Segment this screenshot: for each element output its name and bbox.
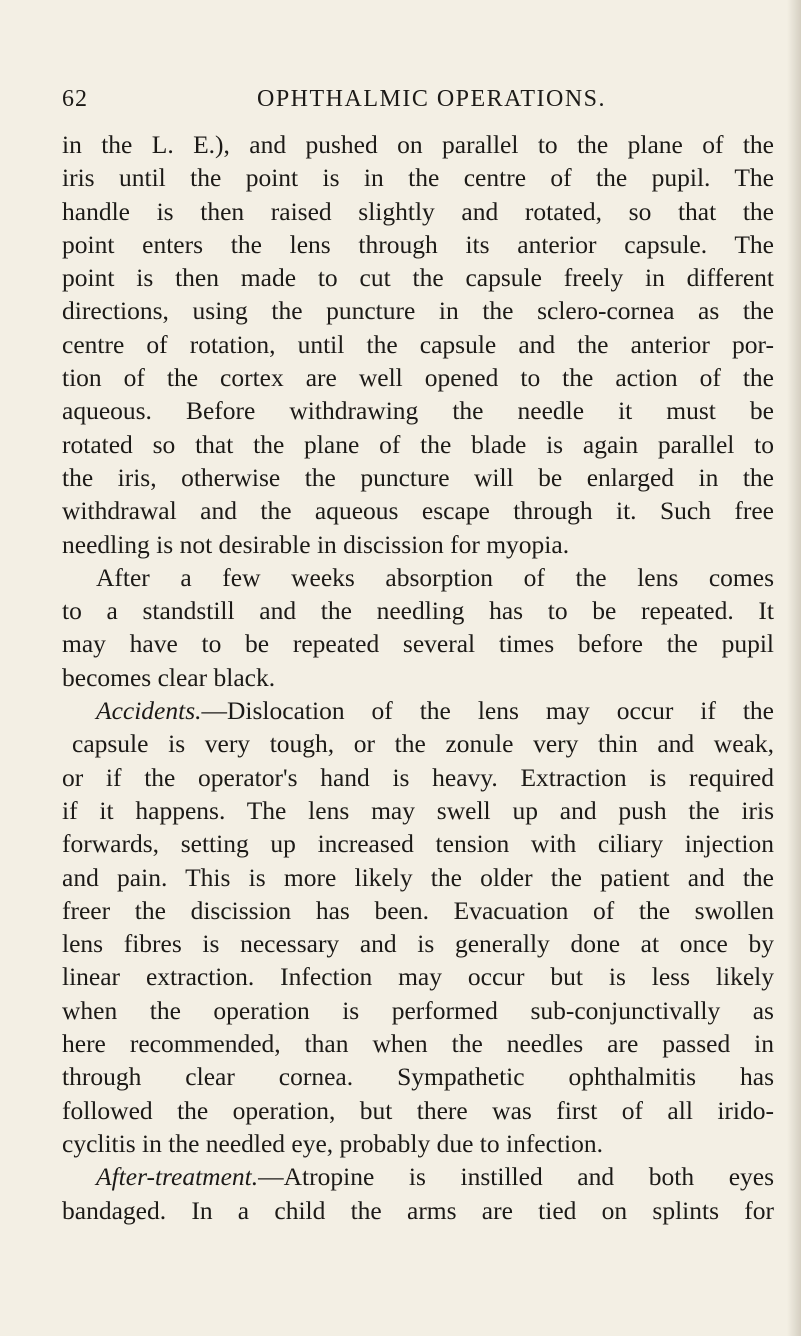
text-line: followed the operation, but there was first of all irido- <box>62 1095 774 1125</box>
text-line: needling is not desirable in discission for myopia. <box>62 529 570 559</box>
text-line: cyclitis in the needled eye, probably due to infection. <box>62 1128 603 1158</box>
text-line: to a standstill and the needling has to be repeated. It <box>62 596 774 626</box>
text-line: may have to be repeated several times before the pupil <box>62 629 774 659</box>
text-line: handle is then raised slightly and rotated, so that the <box>62 196 774 226</box>
text-line: freer the discission has been. Evacuation of the swollen <box>62 895 774 925</box>
text-line: forwards, setting up increased tension with ciliary injection <box>62 829 774 859</box>
page-number: 62 <box>62 86 88 112</box>
text-line: tion of the cortex are well opened to the action of the <box>62 363 774 393</box>
text-line: the iris, otherwise the puncture will be enlarged in the <box>62 462 774 492</box>
text-line: if it happens. The lens may swell up and push the iris <box>62 795 774 825</box>
text-line: linear extraction. Infection may occur but is less likely <box>62 962 774 992</box>
running-head <box>62 86 782 118</box>
text-line-rest: —Atropine is instilled and both eyes <box>258 1162 774 1192</box>
text-line-rest: —Dislocation of the lens may occur if the <box>201 696 774 726</box>
text-line: bandaged. In a child the arms are tied on splints for <box>62 1195 774 1225</box>
paragraph-after-treatment-first-line <box>62 1160 774 1193</box>
section-heading-after-treatment: After-treatment. <box>96 1162 259 1192</box>
text-line: lens fibres is necessary and is generally done at once by <box>62 929 774 959</box>
text-line: centre of rotation, until the capsule and the anterior por- <box>62 329 774 359</box>
text-line: directions, using the puncture in the sclero-cornea as the <box>62 296 774 326</box>
text-line: After a few weeks absorption of the lens comes <box>96 562 774 592</box>
body-text <box>62 128 774 1227</box>
text-line: aqueous. Before withdrawing the needle it must be <box>62 396 774 426</box>
text-line: when the operation is performed sub-conjunctivally as <box>62 995 774 1025</box>
text-line: iris until the point is in the centre of the pupil. The <box>62 163 774 193</box>
text-line: point enters the lens through its anterior capsule. The <box>62 229 774 259</box>
running-title: OPHTHALMIC OPERATIONS. <box>257 86 607 112</box>
text-line: rotated so that the plane of the blade is again parallel to <box>62 429 774 459</box>
text-line: and pain. This is more likely the older the patient and the <box>62 862 774 892</box>
text-line: capsule is very tough, or the zonule very thin and weak, <box>72 729 774 759</box>
text-line: becomes clear black. <box>62 662 276 692</box>
text-line: or if the operator's hand is heavy. Extraction is required <box>62 762 774 792</box>
text-line: withdrawal and the aqueous escape through it. Such free <box>62 496 774 526</box>
page-edge-shadow <box>787 0 801 1336</box>
paragraph-accidents-first-line <box>62 694 774 727</box>
section-heading-accidents: Accidents. <box>96 696 202 726</box>
text-line: here recommended, than when the needles are passed in <box>62 1029 774 1059</box>
text-line: through clear cornea. Sympathetic ophthalmitis has <box>62 1062 774 1092</box>
text-line: point is then made to cut the capsule freely in different <box>62 263 774 293</box>
text-line: in the L. E.), and pushed on parallel to the plane of the <box>62 130 774 159</box>
